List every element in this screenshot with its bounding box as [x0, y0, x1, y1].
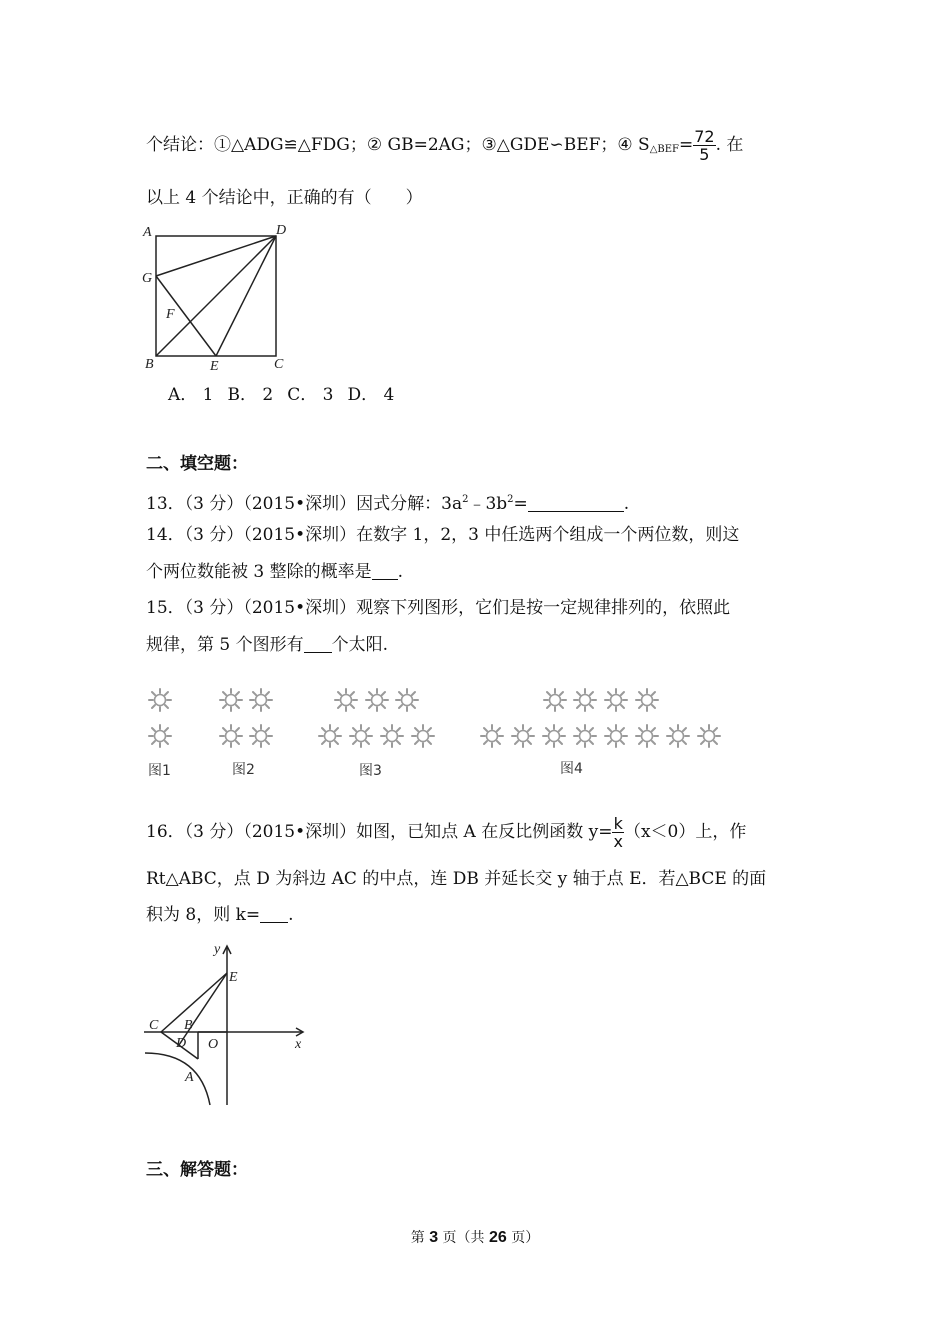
sun-icon — [481, 725, 503, 747]
sun-icon — [250, 725, 272, 747]
q12-fraction — [693, 128, 715, 163]
q12-line2: 以上 4 个结论中，正确的有（ ） — [146, 188, 423, 208]
choice-d: D． 4 — [347, 385, 395, 405]
page-footer — [0, 1228, 950, 1248]
label-D-16: D — [176, 1036, 187, 1051]
q12-text: 个结论：①△ADG≌△FDG；② GB=2AG；③△GDE∽BEF；④ S — [146, 135, 650, 155]
q14-end: . — [397, 562, 404, 582]
label-E-16: E — [229, 970, 238, 985]
label-B: B — [145, 357, 154, 372]
label-C-16: C — [149, 1018, 159, 1033]
sun-icon — [636, 725, 658, 747]
sun-icon — [574, 689, 596, 711]
q13-sup1: 2 — [462, 494, 469, 505]
q15-sun-figure — [140, 680, 740, 785]
sun-icon — [335, 689, 357, 711]
q12-subscript: △BEF — [649, 144, 679, 155]
footer-total-pages: 26 — [489, 1229, 507, 1246]
sun-icon — [149, 725, 171, 747]
footer-pre: 第 — [410, 1230, 430, 1246]
q14-line1: 14．（3 分）（2015•深圳）在数字 1，2，3 中任选两个组成一个两位数，则这 — [146, 525, 740, 545]
footer-post: 页） — [506, 1230, 540, 1246]
q16-frac-den: x — [613, 832, 623, 851]
sun-icon — [149, 689, 171, 711]
q16-end: . — [288, 905, 294, 925]
q12-square-figure — [140, 220, 300, 378]
label-C: C — [274, 357, 284, 372]
q16-text: 16．（3 分）（2015•深圳）如图，已知点 A 在反比例函数 y= — [146, 822, 613, 842]
sun-icon — [366, 689, 388, 711]
sun-icon — [543, 725, 565, 747]
axis-y-label: y — [214, 942, 221, 957]
sun-icon — [250, 689, 272, 711]
q14-line2 — [146, 560, 403, 584]
sun-icon — [220, 725, 242, 747]
q12-line1 — [146, 128, 743, 163]
q15-line2 — [146, 633, 388, 657]
sun-icon — [319, 725, 341, 747]
sun-icon — [412, 725, 434, 747]
q13-mid: ﹣3b — [468, 494, 508, 514]
q13-text: 13．（3 分）（2015•深圳）因式分解：3a — [146, 494, 463, 514]
sun-icon — [636, 689, 658, 711]
q16-answer-blank — [260, 906, 288, 923]
choice-b: B． 2 — [227, 385, 274, 405]
q12-text-end: . 在 — [715, 135, 744, 155]
label-F: F — [166, 307, 175, 322]
q16-frac-num: k — [613, 814, 623, 833]
q13-end: . — [623, 494, 630, 514]
q16-fraction — [612, 815, 623, 850]
q15-answer-blank — [304, 636, 332, 653]
section-fill-in: 二、填空题： — [146, 454, 248, 474]
sun-icon — [667, 725, 689, 747]
fig4-label: 图4 — [560, 761, 583, 777]
label-E: E — [210, 359, 219, 374]
q12-frac-num: 72 — [694, 127, 715, 146]
q13-equals: = — [513, 494, 528, 514]
q16-text3: 积为 8，则 k= — [146, 905, 261, 925]
footer-mid: 页（共 — [438, 1230, 489, 1246]
axis-x-label: x — [295, 1037, 302, 1052]
q13 — [146, 488, 629, 516]
q15-end: 个太阳. — [331, 635, 389, 655]
fig3-label: 图3 — [359, 763, 382, 779]
sun-icon — [574, 725, 596, 747]
label-O-16: O — [208, 1037, 219, 1052]
label-G: G — [142, 271, 153, 286]
q15-text: 规律，第 5 个图形有 — [146, 635, 304, 655]
q12-choices — [168, 383, 408, 407]
sun-icon — [698, 725, 720, 747]
sun-icon — [350, 725, 372, 747]
q14-text: 个两位数能被 3 整除的概率是 — [146, 562, 372, 582]
label-A-16: A — [185, 1070, 194, 1085]
footer-page-number: 3 — [429, 1229, 439, 1246]
q13-answer-blank — [528, 495, 624, 512]
sun-icon — [605, 689, 627, 711]
sun-icon — [220, 689, 242, 711]
label-D: D — [276, 223, 287, 238]
q13-sup2: 2 — [507, 494, 514, 505]
sun-icon — [512, 725, 534, 747]
section-solutions: 三、解答题： — [146, 1160, 248, 1180]
fig1-label: 图1 — [148, 763, 171, 779]
sun-icon — [544, 689, 566, 711]
q16-line1 — [146, 815, 746, 850]
q15-line1: 15．（3 分）（2015•深圳）观察下列图形，它们是按一定规律排列的，依照此 — [146, 598, 731, 618]
label-A: A — [143, 225, 152, 240]
fig2-label: 图2 — [232, 762, 255, 778]
q16-line2: Rt△ABC，点 D 为斜边 AC 的中点，连 DB 并延长交 y 轴于点 E．若△BCE 的面 — [146, 869, 767, 889]
sun-icon — [381, 725, 403, 747]
q12-equals: = — [678, 135, 694, 155]
q16-line3 — [146, 903, 294, 927]
choice-a: A． 1 — [168, 385, 214, 405]
q16-coordinate-figure — [140, 935, 320, 1110]
q12-frac-den: 5 — [699, 145, 710, 164]
sun-icon — [605, 725, 627, 747]
label-B-16: B — [184, 1018, 193, 1033]
q16-text-end: （x＜0）上，作 — [623, 822, 747, 842]
sun-icon — [396, 689, 418, 711]
choice-c: C． 3 — [287, 385, 334, 405]
q14-answer-blank — [372, 563, 398, 580]
